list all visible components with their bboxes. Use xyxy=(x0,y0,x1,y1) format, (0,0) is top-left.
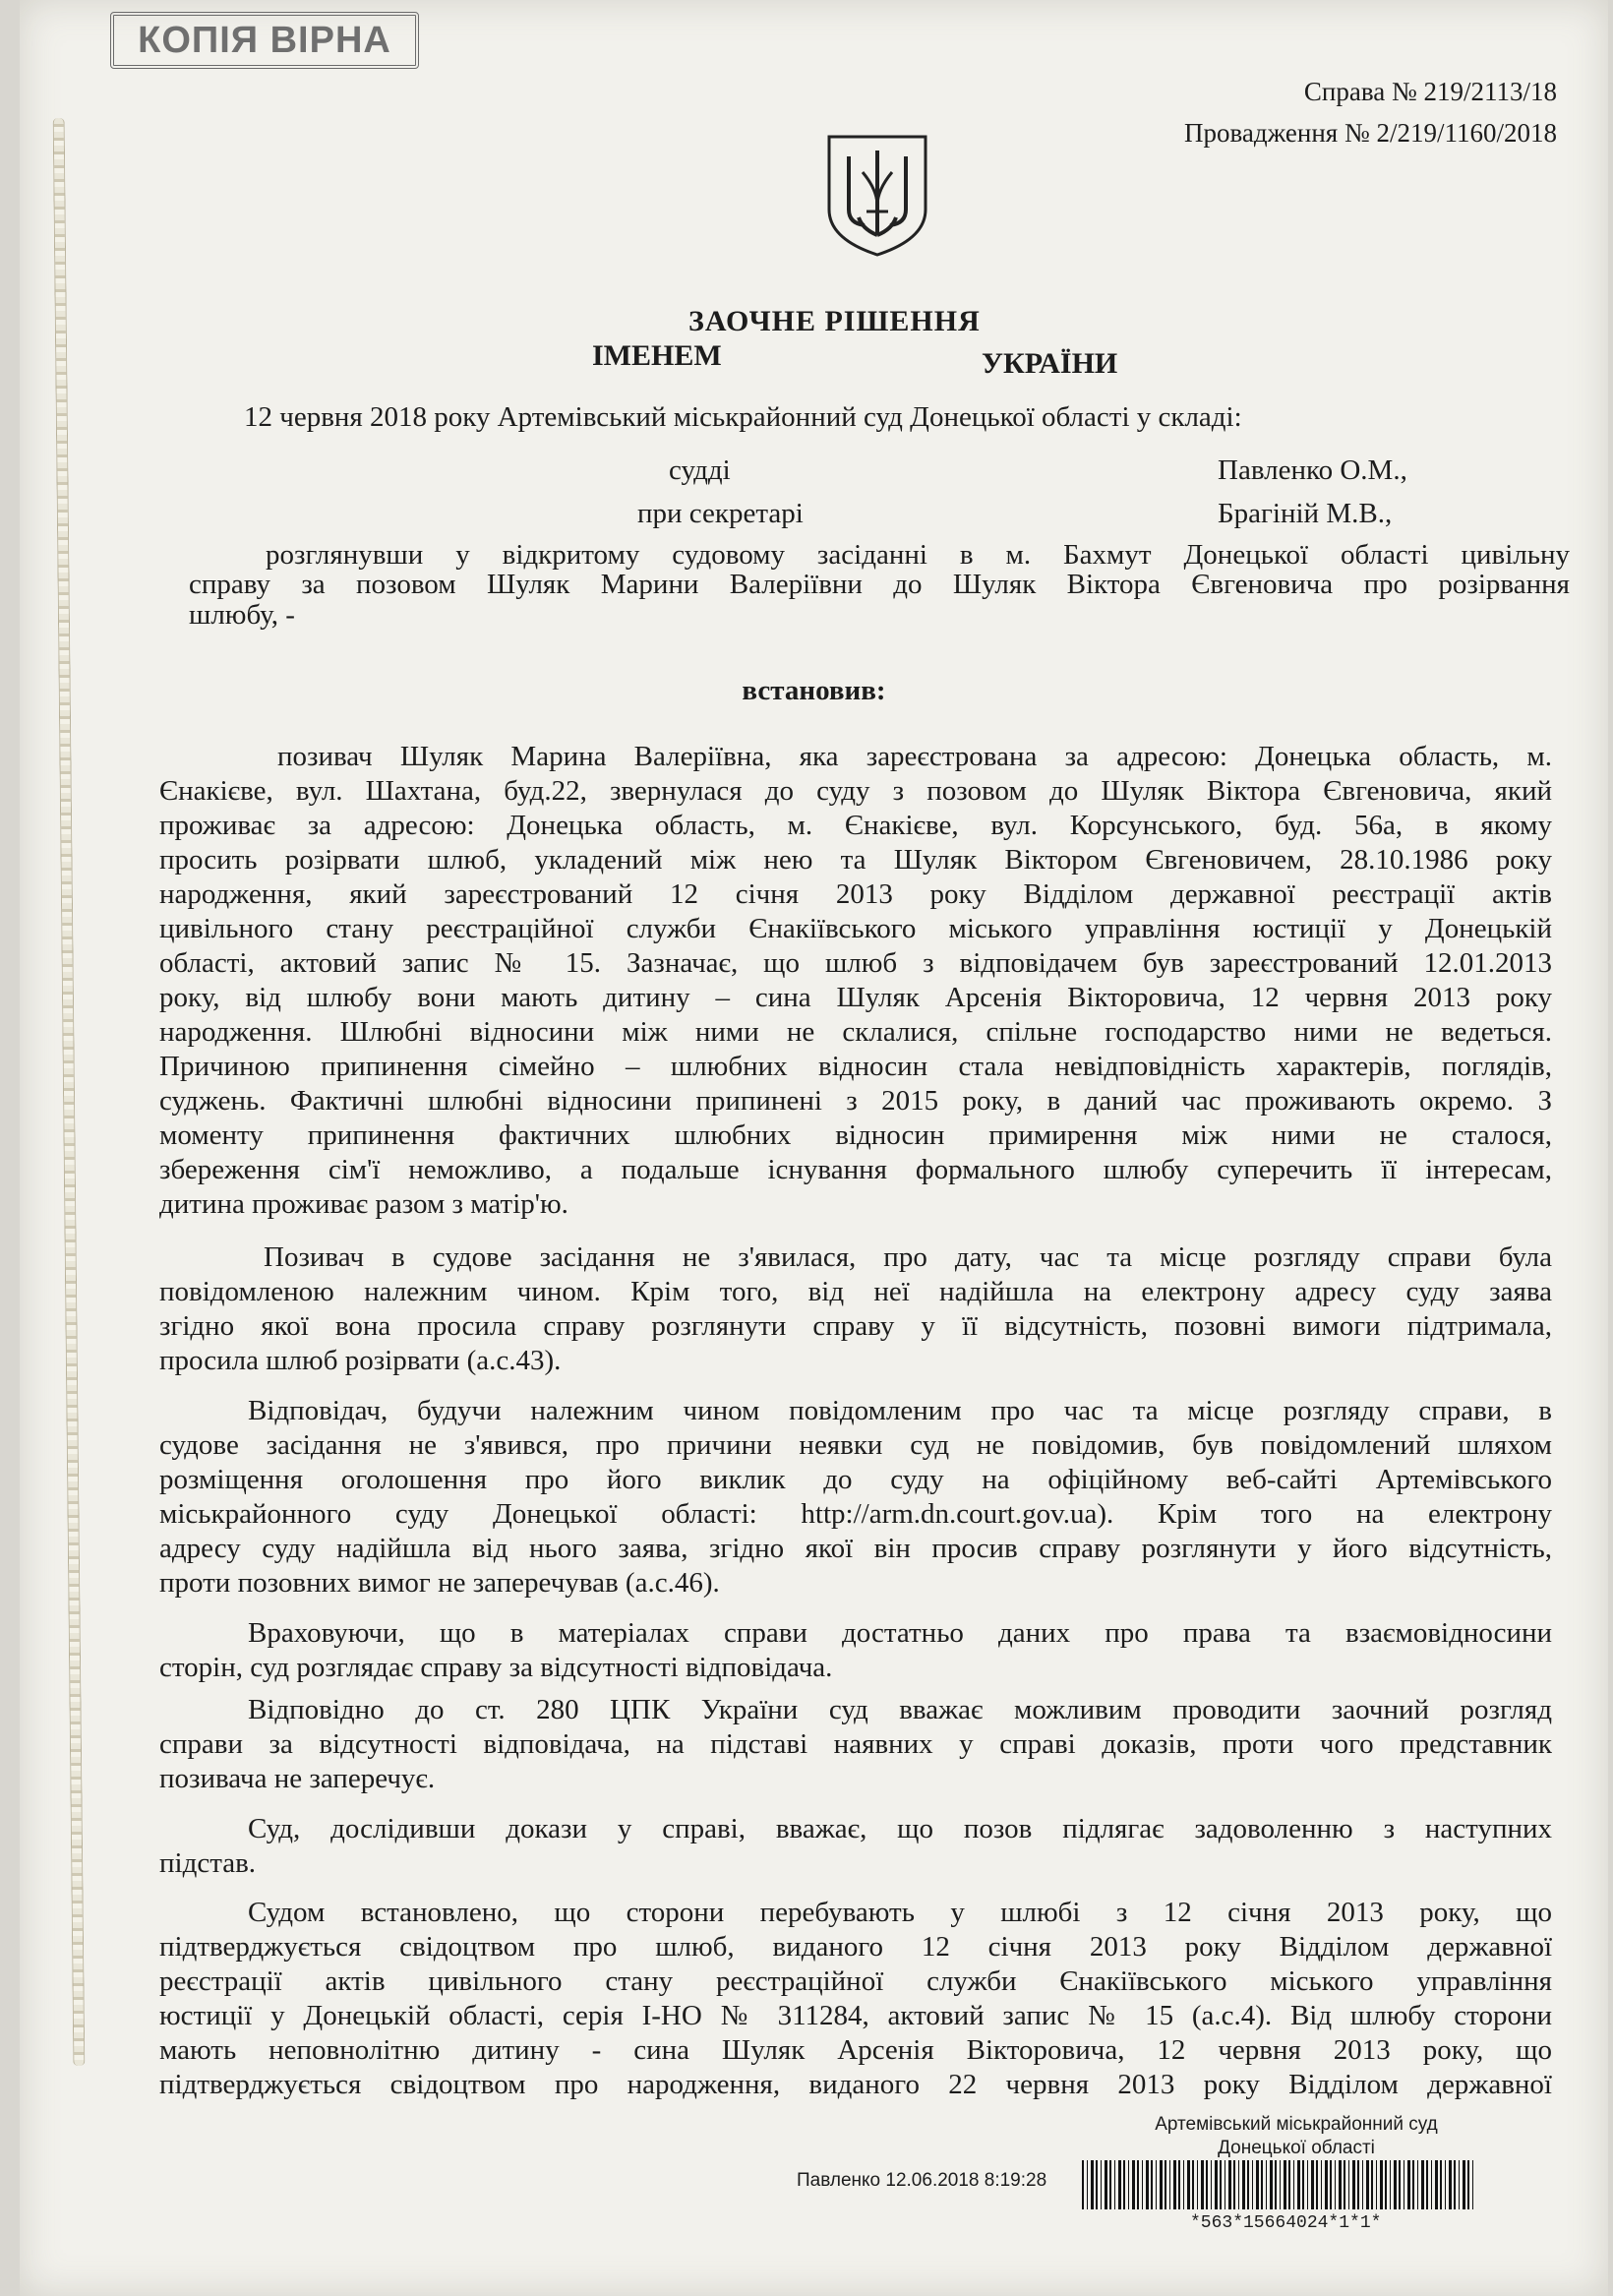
paragraph-line: Суд, дослідивши докази у справі, вважає, що позов підлягає задоволенню з наступних xyxy=(248,1813,1552,1844)
judge-name: Павленко О.М., xyxy=(1218,454,1407,486)
paragraph-line: підстав. xyxy=(159,1847,257,1879)
paragraph-line: реєстрації актів цивільного стану реєстраційної служби Єнакіївського міського управління xyxy=(159,1965,1552,1997)
paragraph-line: Єнакієве, вул. Шахтана, буд.22, звернулася до суду з позовом до Шуляк Віктора Євгеновича, який xyxy=(159,775,1552,807)
paragraph-line: просила шлюб розірвати (а.с.43). xyxy=(159,1345,562,1376)
document-title: ЗАОЧНЕ РІШЕННЯ xyxy=(688,305,981,337)
footer-court-name: Артемівський міськрайонний суд Донецької області xyxy=(1155,2114,1438,2158)
paragraph-line: Позивач в судове засідання не з'явилася, про дату, час та місце розгляду справи була xyxy=(264,1241,1552,1273)
paragraph-line: позивач Шуляк Марина Валеріївна, яка зареєстрована за адресою: Донецька область, м. xyxy=(277,741,1552,772)
paragraph-line: Відповідно до ст. 280 ЦПК України суд вважає можливим проводити заочний розгляд xyxy=(248,1694,1552,1725)
paragraph-line: міськрайонного суду Донецької області: http://arm.dn.court.gov.ua). Крім того на електрону xyxy=(159,1498,1552,1530)
paragraph-line: Судом встановлено, що сторони перебувають у шлюбі з 12 січня 2013 року, що xyxy=(248,1897,1552,1928)
paragraph-line: Враховуючи, що в матеріалах справи достатньо даних про права та взаємовідносини xyxy=(248,1617,1552,1649)
paragraph-line: згідно якої вона просила справу розглянути справу у її відсутність, позовні вимоги підтримала, xyxy=(159,1310,1552,1342)
paragraph-line: просить розірвати шлюб, укладений між нею та Шуляк Віктором Євгеновичем, 28.10.1986 року xyxy=(159,844,1552,876)
paragraph-line: підтверджується свідоцтвом про шлюб, виданого 12 січня 2013 року Відділом державної xyxy=(159,1931,1552,1963)
digital-signature: Павленко 12.06.2018 8:19:28 xyxy=(797,2170,1047,2191)
secretary-label: при секретарі xyxy=(637,498,804,529)
judge-label: судді xyxy=(669,454,731,486)
proceeding-number: Провадження № 2/219/1160/2018 xyxy=(1184,118,1557,148)
binding-thread xyxy=(53,118,86,2066)
paragraph-line: цивільного стану реєстраційної служби Єнакіївського міського управління юстиції у Донецькій xyxy=(159,913,1552,944)
secretary-name: Брагіній М.В., xyxy=(1218,498,1393,529)
intro-line: шлюбу, - xyxy=(189,599,295,631)
intro-line: 12 червня 2018 року Артемівський міськрайонний суд Донецької області у складі: xyxy=(244,401,1242,433)
case-references xyxy=(1184,71,1557,153)
paragraph-line: дитина проживає разом з матір'ю. xyxy=(159,1188,568,1220)
paragraph-line: суджень. Фактичні шлюбні відносини припинені з 2015 року, в даний час проживають окремо. З xyxy=(159,1085,1552,1117)
paragraph-line: моменту припинення фактичних шлюбних відносин примирення між ними не сталося, xyxy=(159,1119,1552,1151)
paragraph-line: розміщення оголошення про його виклик до суду на офіційному веб-сайті Артемівського xyxy=(159,1464,1552,1495)
barcode xyxy=(1082,2160,1475,2209)
paragraph-line: проживає за адресою: Донецька область, м. Єнакієве, вул. Корсунського, буд. 56а, в якому xyxy=(159,810,1552,841)
paragraph-line: народження, який зареєстрований 12 січня 2013 року Відділом державної реєстрації актів xyxy=(159,878,1552,910)
paragraph-line: збереження сім'ї неможливо, а подальше існування формального шлюбу суперечить її інтересам, xyxy=(159,1154,1552,1185)
paragraph-line: справи за відсутності відповідача, на підставі наявних у справі доказів, проти чого представник xyxy=(159,1728,1552,1760)
paragraph-line: судове засідання не з'явився, про причини неявки суд не повідомив, був повідомлений шляхом xyxy=(159,1429,1552,1461)
document-page xyxy=(20,0,1608,2296)
case-number: Справа № 219/2113/18 xyxy=(1303,77,1557,106)
paragraph-line: повідомленою належним чином. Крім того, від неї надійшла на електрону адресу суду заява xyxy=(159,1276,1552,1307)
paragraph-line: області, актовий запис № 15. Зазначає, що шлюб з відповідачем був зареєстрований 12.01.2013 xyxy=(159,947,1552,979)
title-ukraine: УКРАЇНИ xyxy=(982,347,1118,380)
paragraph-line: Відповідач, будучи належним чином повідомленим про час та місце розгляду справи, в xyxy=(248,1395,1552,1426)
paragraph-line: позивача не заперечує. xyxy=(159,1763,436,1794)
paragraph-line: Причиною припинення сімейно – шлюбних відносин стала невідповідність характерів, поглядів, xyxy=(159,1051,1552,1082)
paragraph-line: сторін, суд розглядає справу за відсутності відповідача. xyxy=(159,1652,833,1683)
paragraph-line: адресу суду надійшла від нього заява, згідно якої він просив справу розглянути у його відсутність, xyxy=(159,1533,1552,1564)
intro-line: справу за позовом Шуляк Марини Валеріївни до Шуляк Віктора Євгеновича про розірвання xyxy=(189,569,1570,600)
intro-line: розглянувши у відкритому судовому засіданні в м. Бахмут Донецької області цивільну xyxy=(266,539,1570,571)
title-on-behalf: ІМЕНЕМ xyxy=(592,339,722,372)
paragraph-line: народження. Шлюбні відносини між ними не склалися, спільне господарство ними не ведеться. xyxy=(159,1016,1552,1048)
paragraph-line: підтверджується свідоцтвом про народження, виданого 22 червня 2013 року Відділом державної xyxy=(159,2069,1552,2100)
barcode-number: *563*15664024*1*1* xyxy=(1190,2213,1382,2233)
paragraph-line: року, від шлюбу вони мають дитину – сина Шуляк Арсенія Вікторовича, 12 червня 2013 року xyxy=(159,982,1552,1013)
copy-stamp: КОПІЯ ВІРНА xyxy=(110,12,419,69)
paragraph-line: мають неповнолітню дитину - сина Шуляк Арсенія Вікторовича, 12 червня 2013 року, що xyxy=(159,2034,1552,2066)
paragraph-line: юстиції у Донецькій області, серія І-НО № 311284, актовий запис № 15 (а.с.4). Від шлюбу сторони xyxy=(159,2000,1552,2031)
section-heading: встановив: xyxy=(742,675,886,706)
paragraph-line: проти позовних вимог не заперечував (а.с.46). xyxy=(159,1567,720,1599)
coat-of-arms-icon xyxy=(823,133,931,259)
